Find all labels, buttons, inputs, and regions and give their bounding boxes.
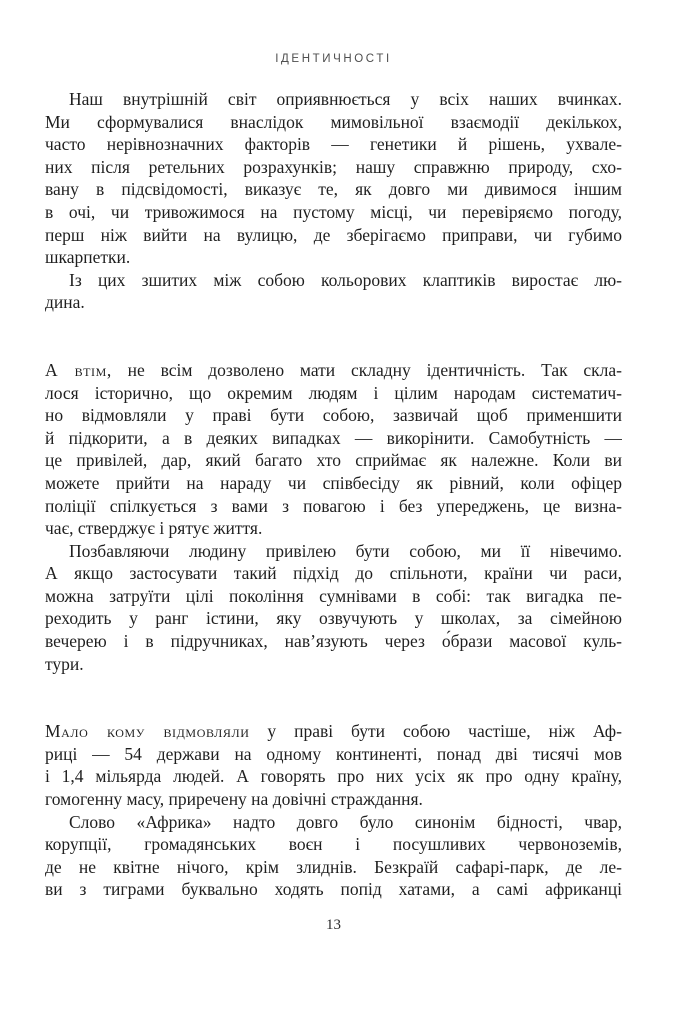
text-line: Слово «Африка» надто довго було синонім бідності, чвар, — [69, 811, 622, 832]
paragraph — [45, 359, 622, 540]
smallcaps-leadin: А втім, — [45, 359, 112, 380]
text-line: дина. — [45, 292, 85, 313]
text-line: чає, стверджує і рятує життя. — [45, 518, 263, 539]
text-line: лося історично, що окремим людям і цілим народам систематич- — [45, 382, 622, 403]
text-line: де не квітне нічого, крім злиднів. Безкраїй сафарі-парк, де ле- — [45, 856, 622, 877]
paragraph — [45, 540, 622, 676]
text-line: і 1,4 мільярда людей. А говорять про них усіх як про одну країну, — [45, 766, 622, 787]
text-line: тури. — [45, 653, 84, 674]
text-line: в очі, чи тривожимося на пустому місці, чи перевіряємо погоду, — [45, 201, 622, 222]
text-line: корупції, громадянських воєн і посушливих червоноземів, — [45, 834, 622, 855]
text-block — [45, 88, 622, 901]
text-line: реходить у ранг істини, яку озвучують у школах, за сімейною — [45, 608, 622, 629]
text-line: вечерею і в підручниках, нав’язують через о́брази масової куль- — [45, 631, 622, 652]
running-header: ІДЕНТИЧНОСТІ — [275, 53, 392, 65]
paragraph — [45, 720, 622, 810]
smallcaps-leadin: Мало кому відмовляли — [45, 721, 250, 742]
text-line: можна затруїти цілі покоління сумнівами в собі: так вигадка пе- — [45, 585, 622, 606]
text-line: Позбавляючи людину привілею бути собою, ми її нівечимо. — [69, 540, 622, 561]
text-line: но відмовляли у праві бути собою, зазвичай щоб применшити — [45, 405, 622, 426]
paragraph — [45, 811, 622, 901]
text-line: А якщо застосувати такий підхід до спільноти, країни чи раси, — [45, 563, 622, 584]
paragraph — [45, 88, 622, 269]
text-line: ви з тиграми буквально ходять попід хатами, а самі африканці — [45, 879, 622, 900]
text-line: вану в підсвідомості, виказує те, як довго ми дивимося іншим — [45, 179, 622, 200]
text-line: Ми сформувалися внаслідок мимовільної взаємодії декількох, — [45, 111, 622, 132]
text-line: перш ніж вийти на вулицю, де зберігаємо приправи, чи губимо — [45, 224, 622, 245]
text-line: Мало кому відмовляли у праві бути собою частіше, ніж Аф- — [45, 721, 622, 742]
page-number: 13 — [326, 917, 341, 933]
text-line: шкарпетки. — [45, 247, 131, 268]
text-line: А втім, не всім дозволено мати складну ідентичність. Так скла- — [45, 359, 622, 380]
text-line: часто нерівнозначних факторів — генетики й рішень, ухвале- — [45, 134, 622, 155]
text-line: й підкорити, а в деяких випадках — викорінити. Самобутність — — [45, 427, 622, 448]
text-line: риці — 54 держави на одному континенті, понад дві тисячі мов — [45, 743, 622, 764]
text-line: Із цих зшитих між собою кольорових клаптиків виростає лю- — [69, 269, 622, 290]
text-line: поліції спілкується з вами з повагою і без упереджень, це визна- — [45, 495, 622, 516]
text-line: них після ретельних розрахунків; нашу справжню природу, схо- — [45, 156, 622, 177]
text-line: можете прийти на нараду чи співбесіду як рівний, коли офіцер — [45, 472, 622, 493]
text-line: це привілей, дар, який багато хто сприймає як належне. Коли ви — [45, 450, 622, 471]
text-line: гомогенну масу, приречену на довічні страждання. — [45, 789, 423, 810]
text-line: Наш внутрішній світ оприявнюється у всіх наших вчинках. — [69, 89, 622, 109]
paragraph — [45, 269, 622, 314]
